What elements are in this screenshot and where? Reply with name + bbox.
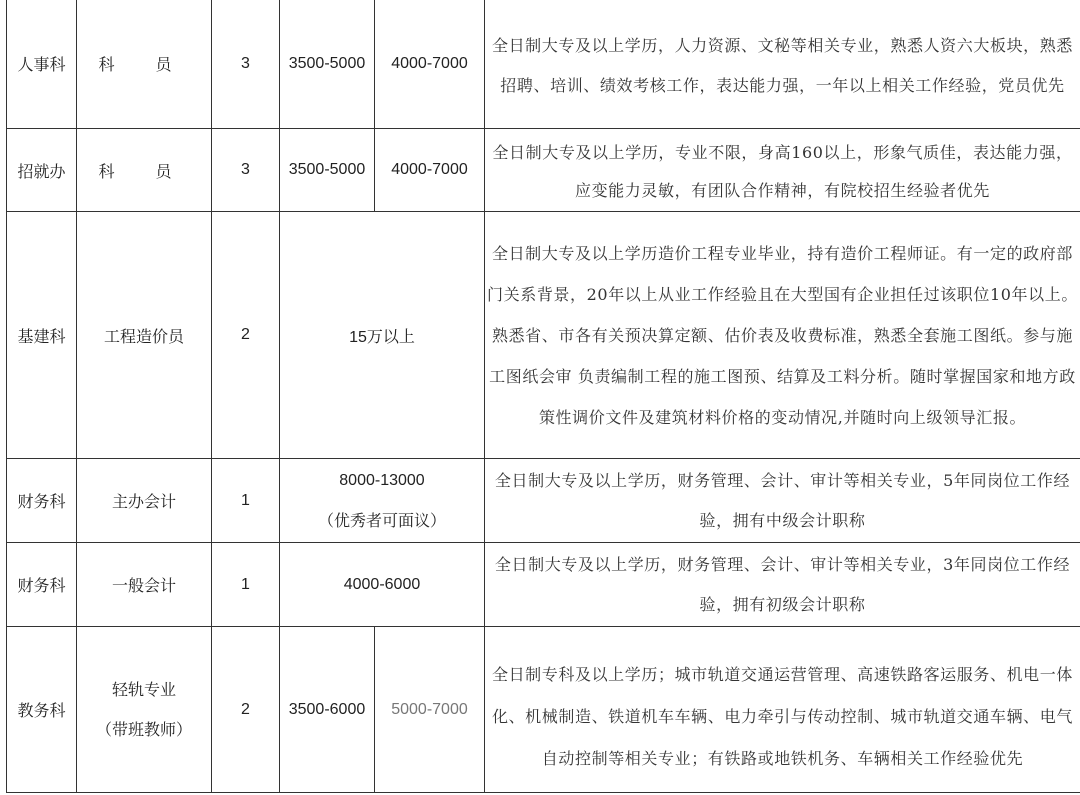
headcount-cell: 1 bbox=[212, 459, 280, 543]
table-row bbox=[7, 212, 1080, 459]
salary-low-cell: 3500-5000 bbox=[280, 129, 375, 212]
headcount-cell: 3 bbox=[212, 129, 280, 212]
position-cell bbox=[77, 0, 212, 129]
salary-low-cell: 3500-6000 bbox=[280, 627, 375, 793]
salary-range: 8000-13000 bbox=[339, 471, 425, 489]
headcount-cell: 2 bbox=[212, 627, 280, 793]
salary-high-cell: 4000-7000 bbox=[375, 129, 485, 212]
salary-high-cell: 5000-7000 bbox=[375, 627, 485, 793]
salary-cell: 15万以上 bbox=[280, 212, 485, 459]
position-sublabel: （带班教师） bbox=[95, 719, 192, 739]
headcount-cell: 2 bbox=[212, 212, 280, 459]
headcount-cell: 3 bbox=[212, 0, 280, 129]
salary-low-cell: 3500-5000 bbox=[280, 0, 375, 129]
headcount-cell: 1 bbox=[212, 543, 280, 627]
position-cell: 工程造价员 bbox=[77, 212, 212, 459]
job-table bbox=[6, 0, 1080, 793]
requirements-cell: 全日制大专及以上学历造价工程专业毕业，持有造价工程师证。有一定的政府部门关系背景，20年以上从业工作经验且在大型国有企业担任过该职位10年以上。熟悉省、市各有关预决算定额、估价表及收费标准，熟悉全套施工图纸。参与施工图纸会审 负责编制工程的施工图预、结算及工料分析。随时掌握国家和地方政策性调价文件及建筑材料价格的变动情况,并随时向上级领导汇报。 bbox=[485, 212, 1080, 459]
position-cell: 主办会计 bbox=[77, 459, 212, 543]
requirements-cell: 全日制大专及以上学历，财务管理、会计、审计等相关专业，3年同岗位工作经验，拥有初级会计职称 bbox=[485, 543, 1080, 627]
department-cell: 人事科 bbox=[7, 0, 77, 129]
salary-cell: 4000-6000 bbox=[280, 543, 485, 627]
table-row bbox=[7, 627, 1080, 793]
department-cell: 财务科 bbox=[7, 543, 77, 627]
requirements-cell: 全日制大专及以上学历，财务管理、会计、审计等相关专业，5年同岗位工作经验，拥有中级会计职称 bbox=[485, 459, 1080, 543]
salary-high-cell: 4000-7000 bbox=[375, 0, 485, 129]
position-label: 科 员 bbox=[98, 161, 190, 181]
position-cell bbox=[77, 627, 212, 793]
position-label: 轻轨专业 bbox=[111, 679, 176, 699]
department-cell: 教务科 bbox=[7, 627, 77, 793]
department-cell: 招就办 bbox=[7, 129, 77, 212]
requirements-cell: 全日制专科及以上学历；城市轨道交通运营管理、高速铁路客运服务、机电一体化、机械制造、铁道机车车辆、电力牵引与传动控制、城市轨道交通车辆、电气自动控制等相关专业；有铁路或地铁机务、车辆相关工作经验优先 bbox=[485, 627, 1080, 793]
salary-cell bbox=[280, 459, 485, 543]
table-row bbox=[7, 129, 1080, 212]
table-row bbox=[7, 459, 1080, 543]
position-label: 科 员 bbox=[98, 55, 190, 74]
requirements-cell: 全日制大专及以上学历，专业不限，身高160以上，形象气质佳，表达能力强，应变能力灵敏，有团队合作精神，有院校招生经验者优先 bbox=[485, 129, 1080, 212]
salary-note: （优秀者可面议） bbox=[317, 510, 446, 530]
position-cell bbox=[77, 129, 212, 212]
department-cell: 基建科 bbox=[7, 212, 77, 459]
requirements-cell: 全日制大专及以上学历，人力资源、文秘等相关专业，熟悉人资六大板块，熟悉招聘、培训、绩效考核工作，表达能力强，一年以上相关工作经验，党员优先 bbox=[485, 0, 1080, 129]
position-cell: 一般会计 bbox=[77, 543, 212, 627]
table-row bbox=[7, 0, 1080, 129]
table-row bbox=[7, 543, 1080, 627]
department-cell: 财务科 bbox=[7, 459, 77, 543]
